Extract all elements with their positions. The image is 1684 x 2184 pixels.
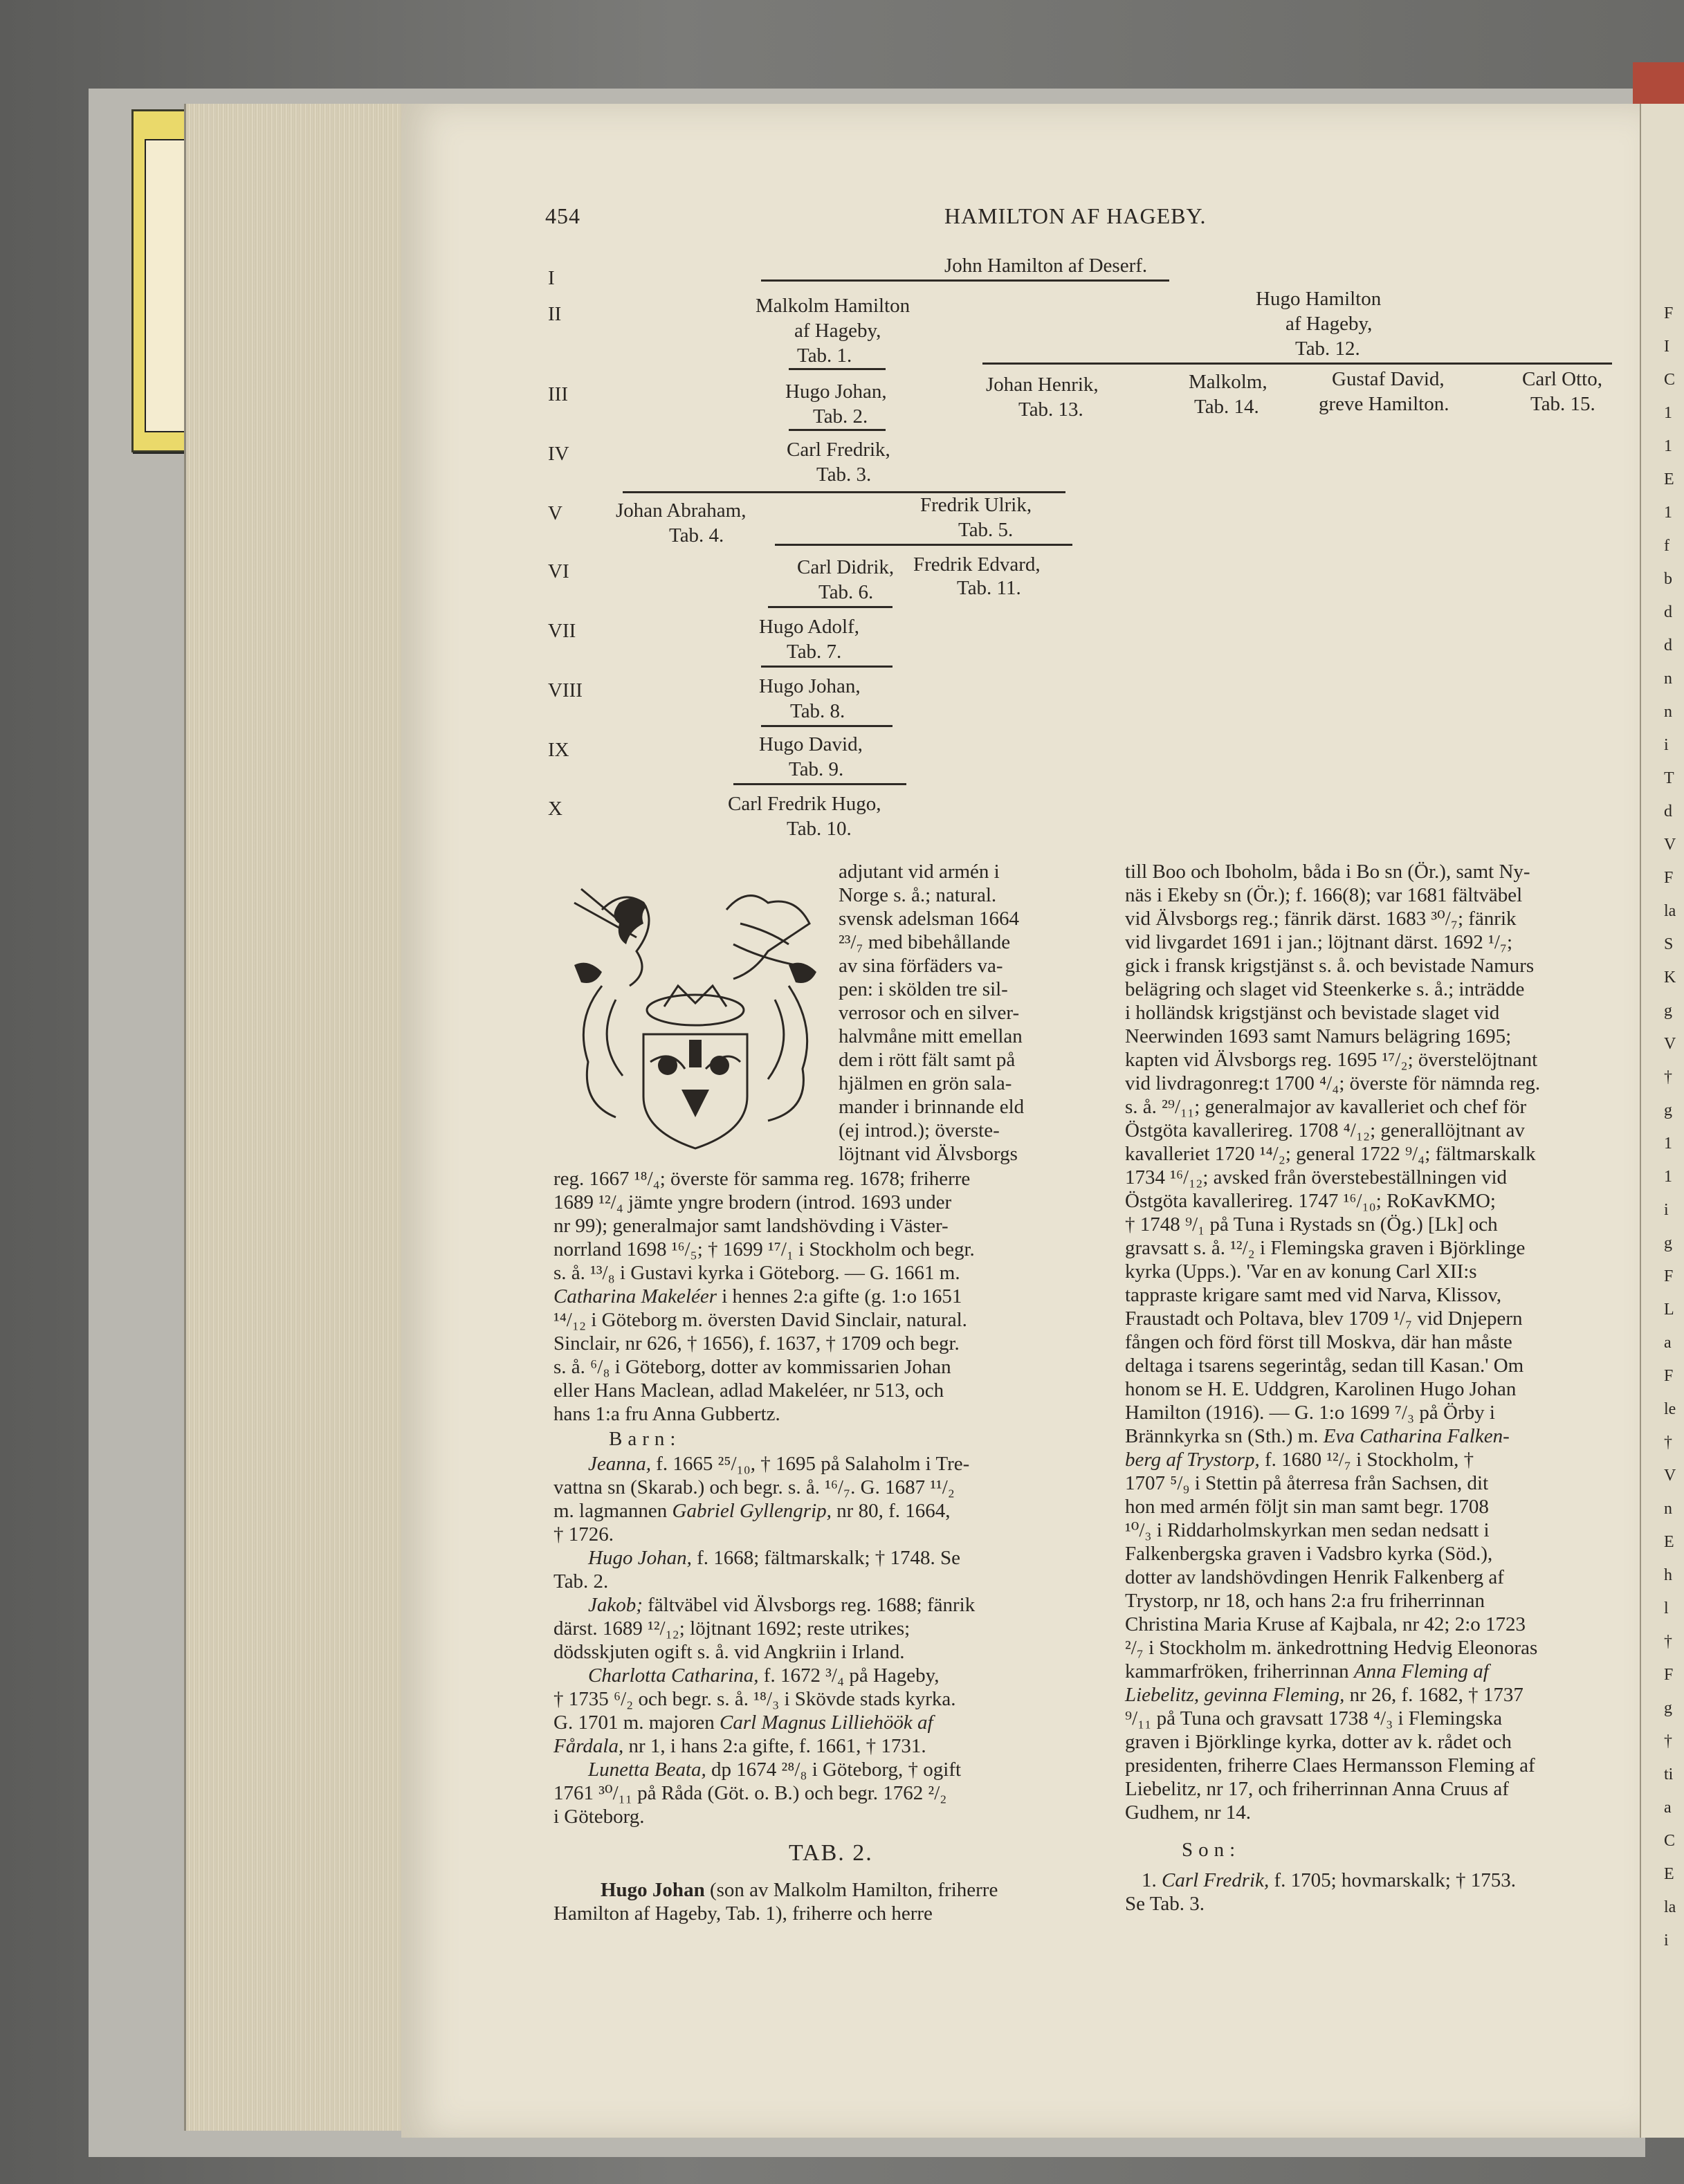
body-line: löjtnant vid Älvsborgs [839, 1143, 1018, 1165]
body-line: Se Tab. 3. [1125, 1893, 1205, 1915]
facing-page-fragment: F [1664, 1367, 1674, 1385]
tree-node-line: Tab. 8. [790, 700, 845, 722]
page-edges [184, 104, 408, 2131]
spouse-name: berg af Trystorp, [1125, 1449, 1260, 1471]
tree-node-line: Carl Didrik, [797, 556, 895, 578]
facing-page-fragment: † [1664, 1068, 1672, 1086]
person-name: Hugo Johan [601, 1879, 705, 1901]
tree-node-line: Carl Fredrik Hugo, [728, 793, 881, 815]
body-line [588, 1595, 975, 1615]
facing-page-edge [1640, 104, 1684, 2138]
body-line: reg. 1667 ¹⁸/₄; överste för samma reg. 1678; friherre [553, 1168, 971, 1190]
body-line: i holländsk krigstjänst och bevistade slaget vid [1125, 1002, 1500, 1024]
child-name: Carl Fredrik, [1162, 1869, 1270, 1891]
gen-numeral: X [548, 798, 562, 820]
facing-page-fragment: C [1664, 371, 1676, 389]
gen-numeral: III [548, 383, 568, 405]
body-line: ⁹/₁₁ på Tuna och gravsatt 1738 ⁴/₃ i Flemingska [1125, 1707, 1503, 1729]
facing-page-fragment: V [1664, 1035, 1676, 1053]
text-run: kammarfröken, friherrinnan [1125, 1660, 1349, 1682]
text-run: (son av Malkolm Hamilton, friherre [709, 1879, 998, 1901]
facing-page-fragment: g [1664, 1699, 1672, 1717]
facing-page-fragment: i [1664, 736, 1669, 754]
body-line: vid livdragonreg:t 1700 ⁴/₄; överste för nämnda reg. [1125, 1072, 1541, 1094]
text-run: fältväbel vid Älvsborgs reg. 1688; fänrik [648, 1594, 976, 1616]
tree-node-line: Tab. 15. [1530, 393, 1595, 415]
facing-page-fragment: h [1664, 1566, 1672, 1584]
tree-node-line: Tab. 14. [1194, 396, 1259, 418]
tree-node-line: Hugo Johan, [785, 380, 887, 403]
text-run: m. lagmannen [553, 1500, 668, 1522]
tree-node-line: af Hageby, [1285, 313, 1373, 335]
body-line: Tab. 2. [553, 1570, 609, 1593]
body-line: ²/₇ i Stockholm m. änkedrottning Hedvig Eleonoras [1125, 1637, 1538, 1659]
body-line: Falkenbergska graven i Vadsbro kyrka (Söd.), [1125, 1543, 1493, 1565]
tree-brace [789, 429, 886, 431]
text-run: f. 1668; fältmarskalk; † 1748. Se [697, 1547, 961, 1569]
body-line: 1734 ¹⁶/₁₂; avsked från överstebeställningen vid [1125, 1166, 1508, 1189]
body-line: av sina förfäders va- [839, 955, 1003, 977]
body-line [1125, 1685, 1523, 1705]
facing-page-fragment: 1 [1664, 437, 1672, 455]
facing-page-fragment: i [1664, 1201, 1669, 1219]
facing-page-fragment: i [1664, 1931, 1669, 1949]
facing-page-fragment: la [1664, 902, 1676, 920]
tree-node-line: Fredrik Ulrik, [920, 494, 1032, 516]
body-line: Trystorp, nr 18, och hans 2:a fru friherrinnan [1125, 1590, 1485, 1612]
body-line [588, 1760, 961, 1780]
facing-page-fragment: f [1664, 537, 1669, 555]
body-line: gravsatt s. å. ¹²/₂ i Flemingska graven i Björklinge [1125, 1237, 1526, 1259]
facing-page-fragment: g [1664, 1002, 1672, 1020]
body-line [553, 1736, 926, 1756]
tree-node-line: Tab. 9. [789, 758, 844, 780]
gen-numeral: II [548, 303, 562, 325]
body-line: pen: i skölden tre sil- [839, 978, 1008, 1000]
body-line: Hamilton af Hageby, Tab. 1), friherre och herre [553, 1902, 933, 1925]
gen-numeral: V [548, 502, 562, 524]
facing-page-fragment: F [1664, 1267, 1674, 1285]
body-line: Fraustadt och Poltava, blev 1709 ¹/₇ vid Dnjepern [1125, 1307, 1523, 1330]
tree-node-line: Tab. 5. [958, 519, 1014, 541]
facing-page-fragment: V [1664, 1467, 1676, 1485]
body-line: eller Hans Maclean, adlad Makeléer, nr 513, och [553, 1379, 944, 1402]
spouse-name: Eva Catharina Falken- [1323, 1425, 1510, 1447]
tree-brace [982, 363, 1612, 365]
text-run: f. 1705; hovmarskalk; † 1753. [1274, 1869, 1517, 1891]
facing-page-fragment: † [1664, 1433, 1672, 1451]
tree-brace [623, 491, 1065, 493]
body-line: 1707 ⁵/₉ i Stettin på återresa från Sachsen, dit [1125, 1472, 1489, 1494]
facing-page-fragment: ti [1664, 1765, 1674, 1783]
text-run: nr 1, i hans 2:a gifte, f. 1661, † 1731. [628, 1735, 926, 1757]
gen-numeral: IV [548, 443, 569, 465]
tree-node-line: Tab. 7. [787, 641, 842, 663]
facing-page-fragment: n [1664, 670, 1672, 688]
body-line: graven i Björklinge kyrka, dotter av k. rådet och [1125, 1731, 1512, 1753]
tree-node-line: Johan Henrik, [986, 374, 1099, 396]
facing-page-fragment: E [1664, 1533, 1674, 1551]
body-line: (ej introd.); överste- [839, 1119, 1000, 1141]
body-line: presidenten, friherre Claes Hermansson Fleming af [1125, 1754, 1535, 1777]
body-line: hjälmen en grön sala- [839, 1072, 1012, 1094]
spouse-name: Liebelitz, gevinna Fleming, [1125, 1684, 1345, 1706]
facing-page-fragment: I [1664, 338, 1669, 356]
facing-page-fragment: n [1664, 703, 1672, 721]
body-line: vid livgardet 1691 i jan.; löjtnant därst. 1692 ¹/₇; [1125, 931, 1513, 953]
spouse-name: Fårdala, [553, 1735, 624, 1757]
spouse-name: Carl Magnus Lilliehöök af [720, 1712, 933, 1734]
body-line: till Boo och Iboholm, båda i Bo sn (Ör.), samt Ny- [1125, 861, 1530, 883]
body-line: Norge s. å.; natural. [839, 884, 997, 906]
body-line: dotter av landshövdingen Henrik Falkenberg af [1125, 1566, 1504, 1588]
text-run: G. 1701 m. majoren [553, 1712, 715, 1734]
facing-page-fragment: L [1664, 1301, 1674, 1319]
tree-node-line: Tab. 11. [957, 577, 1021, 599]
tree-node-line: Tab. 2. [813, 405, 868, 428]
tree-brace [789, 368, 886, 370]
body-line: † 1726. [553, 1523, 614, 1545]
body-line: hon med armén följt sin man samt begr. 1708 [1125, 1496, 1489, 1518]
facing-page-fragment: la [1664, 1898, 1676, 1916]
tree-node-line: Hugo Johan, [759, 675, 861, 697]
tree-brace [775, 544, 1072, 546]
text-run: f. 1672 ³/₄ på Hageby, [763, 1664, 940, 1687]
facing-page-fragment: 1 [1664, 504, 1672, 522]
tree-node-line: Tab. 4. [669, 524, 724, 547]
facing-page-fragment: d [1664, 802, 1672, 820]
gen-numeral: VII [548, 620, 576, 642]
tree-gen1: John Hamilton af Deserf. [944, 255, 1148, 277]
body-line: † 1735 ⁶/₂ och begr. s. å. ¹⁸/₃ i Skövde stads kyrka. [553, 1688, 956, 1710]
body-line: Östgöta kavallerireg. 1708 ⁴/₁₂; generallöjtnant av [1125, 1119, 1525, 1141]
body-line [553, 1713, 933, 1733]
body-line: s. å. ⁶/₈ i Göteborg, dotter av kommissarien Johan [553, 1356, 951, 1378]
body-line: kavalleriet 1720 ¹⁴/₂; general 1722 ⁹/₄; fältmarskalk [1125, 1143, 1536, 1165]
body-line [601, 1880, 998, 1900]
gen-numeral: VI [548, 560, 569, 582]
body-line: dödsskjuten ogift s. å. vid Angkriin i Irland. [553, 1641, 905, 1663]
body-line: Gudhem, nr 14. [1125, 1801, 1252, 1824]
text-run: Brännkyrka sn (Sth.) m. [1125, 1425, 1319, 1447]
body-line [588, 1454, 969, 1474]
facing-page-fragment: b [1664, 570, 1672, 588]
body-line: svensk adelsman 1664 [839, 908, 1019, 930]
body-line: s. å. ¹³/₈ i Gustavi kyrka i Göteborg. — G. 1661 m. [553, 1262, 960, 1284]
body-line: Neerwinden 1693 samt Namurs belägring 1695; [1125, 1025, 1512, 1047]
tree-node-line: Tab. 3. [816, 464, 872, 486]
spouse-name: Anna Fleming af [1353, 1660, 1489, 1682]
coat-of-arms-illustration [560, 882, 830, 1159]
tree-node-line: Fredrik Edvard, [913, 553, 1041, 576]
child-name: Jakob; [588, 1594, 643, 1616]
child-name: Lunetta Beata, [588, 1759, 706, 1781]
tree-node-line: Hugo Adolf, [759, 616, 859, 638]
facing-page-fragment: F [1664, 1666, 1674, 1684]
body-line: gick i fransk krigstjänst s. å. och bevistade Namurs [1125, 955, 1535, 977]
facing-page-fragment: C [1664, 1832, 1676, 1850]
body-line: dem i rött fält samt på [839, 1049, 1016, 1071]
child-name: Hugo Johan, [588, 1547, 692, 1569]
text-run: 1. [1142, 1869, 1157, 1891]
body-line: nr 99); generalmajor samt landshövding i Väster- [553, 1215, 949, 1237]
tree-node-line: Carl Fredrik, [787, 439, 890, 461]
body-line: näs i Ekeby sn (Ör.); f. 166(8); var 1681 fältväbel [1125, 884, 1523, 906]
body-line: halvmåne mitt emellan [839, 1025, 1023, 1047]
body-line [1142, 1871, 1516, 1891]
facing-page-fragment: F [1664, 869, 1674, 887]
section-heading: TAB. 2. [789, 1840, 873, 1866]
text-run: f. 1665 ²⁵/₁₀, † 1695 på Salaholm i Tre- [656, 1453, 970, 1475]
facing-page-fragment: a [1664, 1799, 1672, 1817]
text-run: i hennes 2:a gifte (g. 1:o 1651 [722, 1285, 962, 1307]
body-line: kapten vid Älvsborgs reg. 1695 ¹⁷/₂; överstelöjtnant [1125, 1049, 1538, 1071]
body-line: ²³/₇ med bibehållande [839, 931, 1011, 953]
body-line: Liebelitz, nr 17, och friherrinnan Anna Cruus af [1125, 1778, 1509, 1800]
tree-node-line: Malkolm Hamilton [756, 295, 910, 317]
facing-page-fragment: 1 [1664, 404, 1672, 422]
tree-node-line: greve Hamilton. [1319, 393, 1449, 415]
tree-node-line: Hugo Hamilton [1256, 288, 1382, 310]
body-line: Sinclair, nr 626, † 1656), f. 1637, † 1709 och begr. [553, 1332, 960, 1355]
body-line: Hamilton (1916). — G. 1:o 1699 ⁷/₃ på Örby i [1125, 1402, 1495, 1424]
tree-node-line: Tab. 13. [1018, 398, 1083, 421]
gen-numeral: IX [548, 739, 569, 761]
body-line [553, 1501, 950, 1521]
body-line: norrland 1698 ¹⁶/₅; † 1699 ¹⁷/₁ i Stockholm och begr. [553, 1238, 975, 1260]
tree-brace [768, 606, 893, 608]
tree-node-line: Tab. 12. [1295, 338, 1360, 360]
wife-name: Catharina Makeléer [553, 1285, 717, 1307]
body-line: honom se H. E. Uddgren, Karolinen Hugo Johan [1125, 1378, 1517, 1400]
tree-node-line: Tab. 1. [797, 345, 852, 367]
body-line: † 1748 ⁹/₁ på Tuna i Rystads sn (Ög.) [Lk] och [1125, 1213, 1498, 1236]
child-name: Charlotta Catharina, [588, 1664, 759, 1687]
tree-brace [761, 725, 893, 727]
facing-page-fragment: † [1664, 1633, 1672, 1651]
body-line: Christina Maria Kruse af Kajbala, nr 42; 2:o 1723 [1125, 1613, 1526, 1635]
facing-page-fragment: g [1664, 1234, 1672, 1252]
tree-node-line: Gustaf David, [1332, 368, 1445, 390]
body-line: vid Älvsborgs reg.; fänrik därst. 1683 ³⁰/₇; fänrik [1125, 908, 1517, 930]
body-line: ¹⁴/₁₂ i Göteborg m. översten David Sinclair, natural. [553, 1309, 967, 1331]
body-line: hans 1:a fru Anna Gubbertz. [553, 1403, 780, 1425]
text-run: f. 1680 ¹²/₇ i Stockholm, † [1264, 1449, 1474, 1471]
tree-node-line: Malkolm, [1189, 371, 1267, 393]
facing-page-fragment: E [1664, 470, 1674, 488]
facing-page-fragment: g [1664, 1101, 1672, 1119]
body-line [1125, 1450, 1474, 1470]
body-line: tappraste krigare samt med vid Narva, Klissov, [1125, 1284, 1502, 1306]
facing-page-fragment: T [1664, 769, 1674, 787]
facing-page-fragment: S [1664, 935, 1674, 953]
tree-node-line: Tab. 10. [787, 818, 852, 840]
facing-page-fragment: 1 [1664, 1135, 1672, 1153]
facing-page-fragment: † [1664, 1732, 1672, 1750]
body-line: s. å. ²⁹/₁₁; generalmajor av kavalleriet och chef för [1125, 1096, 1527, 1118]
child-name: Jeanna, [588, 1453, 651, 1475]
body-line: kyrka (Upps.). 'Var en av konung Carl XII:s [1125, 1260, 1477, 1283]
body-line: ¹⁰/₃ i Riddarholmskyrkan men sedan nedsatt i [1125, 1519, 1490, 1541]
text-run: nr 26, f. 1682, † 1737 [1349, 1684, 1523, 1706]
body-line [1125, 1662, 1489, 1682]
running-head: HAMILTON AF HAGEBY. [944, 203, 1207, 228]
facing-page-fragment: 1 [1664, 1168, 1672, 1186]
body-line: 1761 ³⁰/₁₁ på Råda (Göt. o. B.) och begr. 1762 ²/₂ [553, 1782, 947, 1804]
tree-brace [761, 279, 1169, 282]
text-run: nr 80, f. 1664, [836, 1500, 951, 1522]
tree-node-line: Tab. 6. [818, 581, 874, 603]
body-line: Östgöta kavallerireg. 1747 ¹⁶/₁₀; RoKavKMO; [1125, 1190, 1496, 1212]
body-line: fången och förd först till Moskva, där han måste [1125, 1331, 1512, 1353]
tree-node-line: af Hageby, [794, 320, 881, 342]
tree-node-line: Johan Abraham, [616, 499, 747, 522]
body-line [588, 1548, 960, 1568]
body-line: därst. 1689 ¹²/₁₂; löjtnant 1692; reste utrikes; [553, 1617, 910, 1640]
body-line: belägring och slaget vid Steenkerke s. å.; inträdde [1125, 978, 1525, 1000]
facing-page-fragment: le [1664, 1400, 1676, 1418]
gen-numeral: VIII [548, 679, 583, 701]
page-number: 454 [545, 203, 580, 228]
body-line [553, 1287, 962, 1307]
facing-page-fragment: K [1664, 969, 1676, 987]
facing-page-fragment: d [1664, 636, 1672, 654]
text-run: dp 1674 ²⁸/₈ i Göteborg, † ogift [711, 1759, 962, 1781]
body-line: verrosor och en silver- [839, 1002, 1020, 1024]
facing-page-fragment: l [1664, 1599, 1669, 1617]
facing-page-fragment: n [1664, 1500, 1672, 1518]
tree-node-line: Hugo David, [759, 733, 863, 755]
body-line: i Göteborg. [553, 1806, 645, 1828]
body-line: deltaga i tsarens segerintåg, sedan till Kasan.' Om [1125, 1355, 1524, 1377]
son-heading: Son: [1182, 1839, 1241, 1861]
facing-page-fragment: a [1664, 1334, 1672, 1352]
body-line: adjutant vid armén i [839, 861, 1000, 883]
index-tab-label [145, 139, 186, 432]
spouse-name: Gabriel Gyllengrip, [672, 1500, 832, 1522]
facing-page-fragment: E [1664, 1865, 1674, 1883]
tree-brace [733, 783, 906, 785]
facing-page-fragment: d [1664, 603, 1672, 621]
body-line: 1689 ¹²/₄ jämte yngre brodern (introd. 1693 under [553, 1191, 952, 1213]
tree-node-line: Carl Otto, [1522, 368, 1602, 390]
tree-brace [761, 666, 893, 668]
body-line: vattna sn (Skarab.) och begr. s. å. ¹⁶/₇. G. 1687 ¹¹/₂ [553, 1476, 955, 1498]
facing-page-fragment: F [1664, 304, 1674, 322]
gen-numeral: I [548, 267, 555, 289]
children-heading: Barn: [609, 1428, 681, 1450]
facing-page-fragment: V [1664, 836, 1676, 854]
body-line [1125, 1426, 1510, 1447]
body-line: mander i brinnande eld [839, 1096, 1025, 1118]
body-line [588, 1666, 940, 1686]
